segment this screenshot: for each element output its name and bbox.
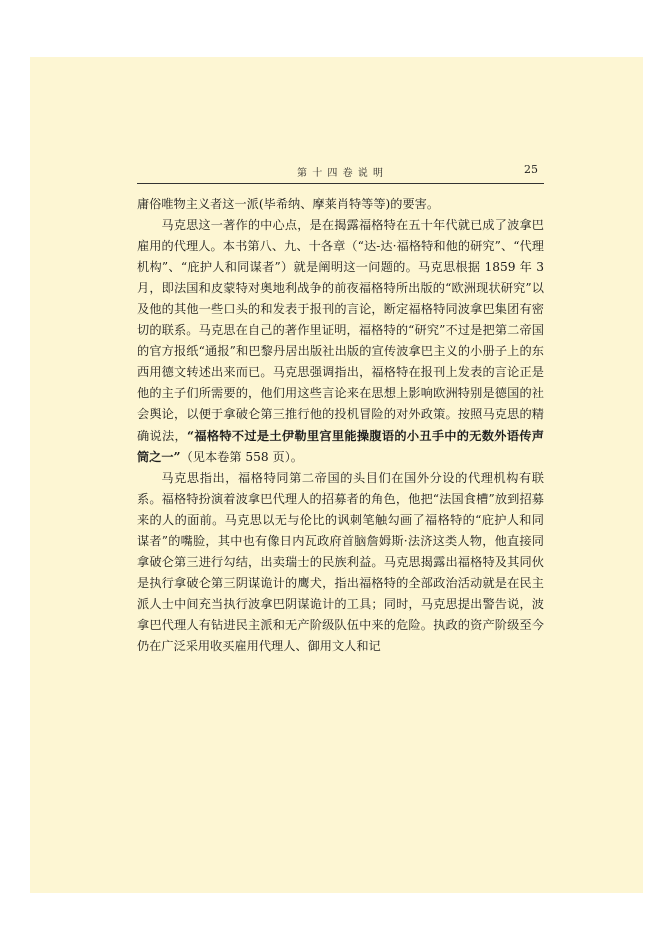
running-header: [137, 161, 544, 183]
header-title: 第 十 四 卷 说 明: [297, 168, 384, 179]
header-rule: [137, 183, 544, 184]
body-text: [137, 194, 544, 657]
page-reference: （见本卷第 558 页）。: [180, 449, 303, 464]
paragraph: 马克思指出，福格特同第二帝国的头目们在国外分设的代理机构有联系。福格特扮演着波拿巴代理人的招募者的角色，他把“法国食槽”放到招募来的人的面前。马克思以无与伦比的讽刺笔触勾画了福格特的“庇护人和同谋者”的嘴脸，其中也有像日内瓦政府首脑詹姆斯·法济这类人物，他直接同拿破仑第三进行勾结，出卖瑞士的民族利益。马克思揭露出福格特及其同伙是执行拿破仑第三阴谋诡计的鹰犬，指出福格特的全部政治活动就是在民主派人士中间充当执行波拿巴阴谋诡计的工具；同时，马克思提出警告说，波拿巴代理人有钻进民主派和无产阶级队伍中来的危险。执政的资产阶级至今仍在广泛采用收买雇用代理人、御用文人和记: [137, 470, 544, 653]
paragraph-text: 马克思这一著作的中心点，是在揭露福格特在五十年代就已成了波拿巴雇用的代理人。本书第八、九、十各章（“达-达·福格特和他的研究”、“代理机构”、“庇护人和同谋者”）就是阐明这一问题的。马克思根据 1859 年 3 月，即法国和皮蒙特对奥地利战争的前夜福格特所出版的“欧洲现状研究”以及他的其他一些口头的和发表于报刊的言论，断定福格特同波拿巴集团有密切的联系。马克思在自己的著作里证明，福格特的“研究”不过是把第二帝国的官方报纸“通报”和巴黎丹居出版社出版的宣传波拿巴主义的小册子上的东西用德文转述出来而已。马克思强调指出，福格特在报刊上发表的言论正是他的主子们所需要的，他们用这些言论来在思想上影响欧洲特别是德国的社会舆论，以便于拿破仑第三推行他的投机冒险的对外政策。按照马克思的精确说法，: [137, 218, 544, 443]
bold-quote: “福格特不过是土伊勒里宫里能操腹语的小丑手中的无数外语传声筒之一”: [137, 428, 544, 464]
paragraph: [137, 215, 544, 468]
page-number: 25: [524, 163, 538, 176]
paragraph-continued: 庸俗唯物主义者这一派(毕希纳、摩莱肖特等等)的要害。: [137, 197, 440, 211]
